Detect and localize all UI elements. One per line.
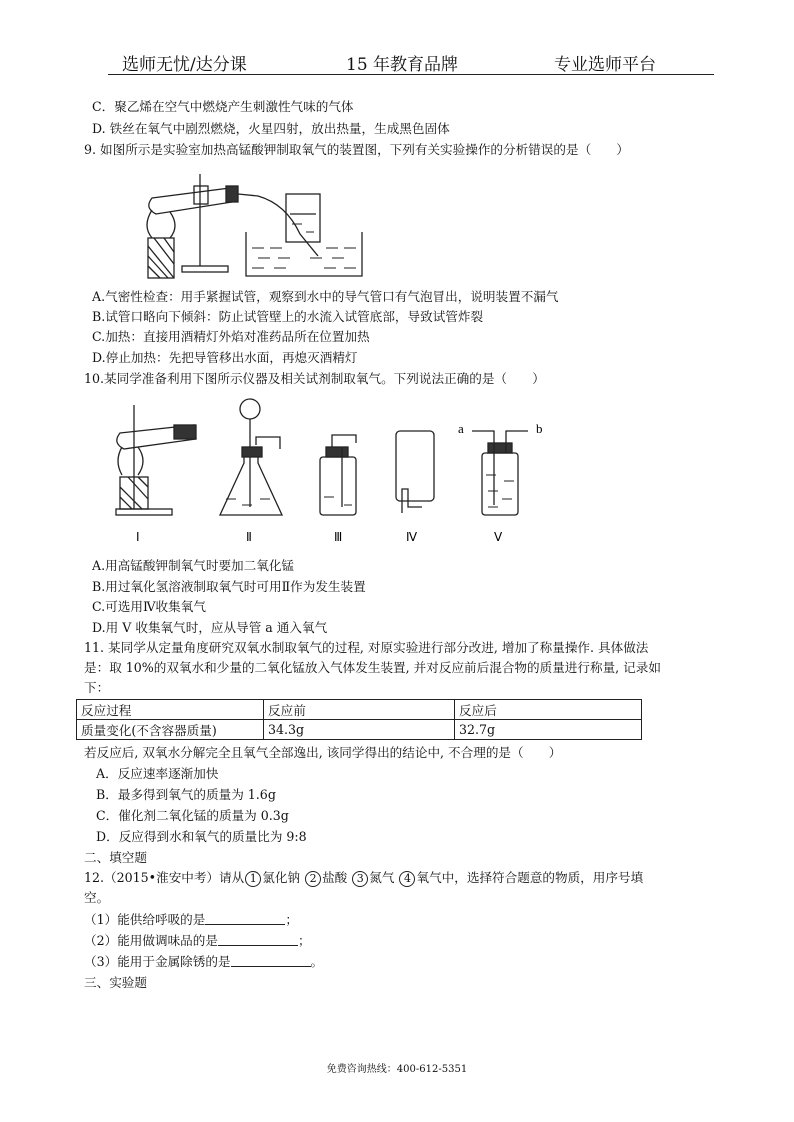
q9-option-d: D.停止加热：先把导管移出水面，再熄灭酒精灯 <box>92 350 358 365</box>
section-fill-in: 二、填空题 <box>84 850 147 865</box>
q9-stem: 9. 如图所示是实验室加热高锰酸钾制取氧气的装置图，下列有关实验操作的分析错误的是（ ） <box>84 142 629 157</box>
q9-option-c: C.加热：直接用酒精灯外焰对准药品所在位置加热 <box>92 329 370 344</box>
table-header-row <box>77 700 642 720</box>
label-III: Ⅲ <box>334 530 343 544</box>
table-cell: 质量变化(不含容器质量) <box>77 720 264 740</box>
footer-hotline: 免费咨询热线：400-612-5351 <box>326 1064 468 1075</box>
q12-blank-1-line <box>84 912 298 927</box>
q11-stem-2: 是：取 10%的双氧水和少量的二氧化锰放入气体发生装置, 并对反应前后混合物的质量进行称量, 记录如 <box>84 660 661 675</box>
q9-apparatus-figure <box>140 156 470 280</box>
q12-blank-2-label: （2）能用做调味品的是 <box>84 933 218 948</box>
circled-number-2: 2 <box>305 871 321 887</box>
port-a-label: a <box>458 421 464 436</box>
q9-option-a: A.气密性检查：用手紧握试管，观察到水中的导气管口有气泡冒出，说明装置不漏气 <box>92 289 559 304</box>
q11-option-c: C．催化剂二氧化锰的质量为 0.3g <box>96 808 289 823</box>
q12-blank-2-line <box>84 933 311 948</box>
port-b-label: b <box>536 421 543 436</box>
q11-record-table <box>76 699 642 740</box>
q10-option-a: A.用高锰酸钾制氧气时要加二氧化锰 <box>92 558 295 573</box>
q9-option-b: B.试管口略向下倾斜：防止试管壁上的水流入试管底部，导致试管炸裂 <box>92 309 484 324</box>
header-right: 专业选师平台 <box>554 55 656 75</box>
q12-blank-3-label: （3）能用于金属除锈的是 <box>84 954 231 969</box>
circled-number-1: 1 <box>245 871 261 887</box>
section-experiment: 三、实验题 <box>84 975 147 990</box>
q10-option-d: D.用 V 收集氧气时，应从导管 a 通入氧气 <box>92 620 328 635</box>
label-I: Ⅰ <box>136 530 140 544</box>
q10-option-c: C.可选用Ⅳ收集氧气 <box>92 599 206 614</box>
table-cell: 34.3g <box>264 720 455 740</box>
answer-blank-3[interactable] <box>231 954 311 967</box>
q11-stem-3: 下： <box>84 680 110 695</box>
circled-number-4: 4 <box>399 871 415 887</box>
answer-blank-1[interactable] <box>205 912 285 925</box>
header-left: 选师无忧/达分课 <box>122 55 247 75</box>
q10-apparatus-figure <box>110 395 560 545</box>
q12-item-1: 氯化钠 <box>262 870 301 885</box>
q10-stem: 10.某同学准备利用下图所示仪器及相关试剂制取氧气。下列说法正确的是（ ） <box>84 371 545 386</box>
q8-option-d: D. 铁丝在氧气中剧烈燃烧，火星四射，放出热量，生成黑色固体 <box>92 121 450 136</box>
table-cell: 反应前 <box>264 700 455 720</box>
q11-stem-1: 11. 某同学从定量角度研究双氧水制取氧气的过程, 对原实验进行部分改进, 增加了称量操作. 具体做法 <box>84 640 649 655</box>
q11-option-b: B．最多得到氧气的质量为 1.6g <box>96 787 276 802</box>
q12-blank-3-line <box>84 954 323 969</box>
q12-stem-cont: 空。 <box>84 890 110 905</box>
table-row <box>77 720 642 740</box>
q10-option-b: B.用过氧化氢溶液制取氧气时可用Ⅱ作为发生装置 <box>92 579 366 594</box>
q12-blank-1-label: （1）能供给呼吸的是 <box>84 912 206 927</box>
page-header <box>108 48 714 75</box>
header-center: 15 年教育品牌 <box>346 55 459 75</box>
stand-base <box>182 266 228 272</box>
q8-option-c: C．聚乙烯在空气中燃烧产生刺激性气味的气体 <box>92 99 354 114</box>
table-cell: 反应过程 <box>77 700 264 720</box>
circled-number-3: 3 <box>352 871 368 887</box>
q12-blank-3-end: 。 <box>310 954 324 969</box>
table-cell: 反应后 <box>455 700 642 720</box>
q12-stem <box>84 870 643 887</box>
label-V: Ⅴ <box>494 530 503 544</box>
label-II: Ⅱ <box>246 530 252 544</box>
q12-blank-1-end: ； <box>285 912 298 927</box>
q12-item-2: 盐酸 <box>322 870 348 885</box>
q12-item-4: 氧气中，选择符合题意的物质，用序号填 <box>416 870 644 885</box>
table-cell: 32.7g <box>455 720 642 740</box>
q11-question: 若反应后, 双氧水分解完全且氧气全部逸出, 该同学得出的结论中, 不合理的是（ ） <box>84 745 562 760</box>
label-IV: Ⅳ <box>406 530 418 544</box>
answer-blank-2[interactable] <box>218 933 298 946</box>
q11-option-a: A．反应速率逐渐加快 <box>96 766 219 781</box>
q12-item-3: 氮气 <box>369 870 395 885</box>
q11-option-d: D．反应得到水和氧气的质量比为 9:8 <box>96 829 307 844</box>
q12-blank-2-end: ； <box>297 933 311 948</box>
q12-prefix: 12.（2015•淮安中考）请从 <box>84 870 245 885</box>
